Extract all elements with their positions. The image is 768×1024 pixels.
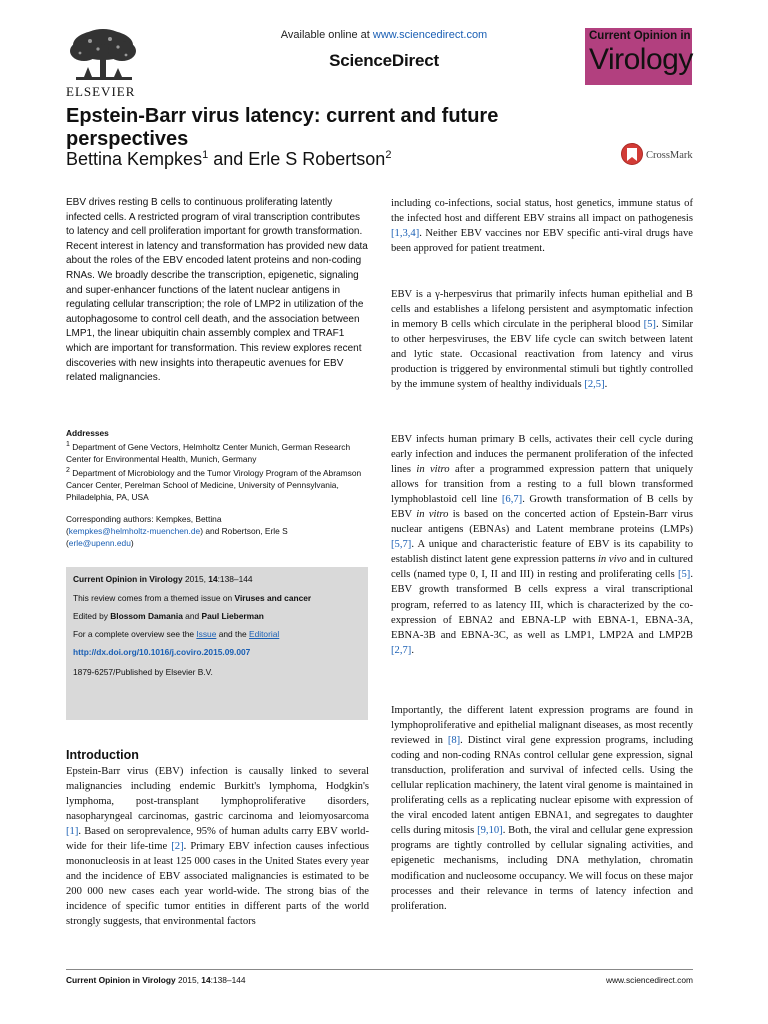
citation-link[interactable]: [9,10]: [477, 825, 503, 837]
addresses: [66, 427, 368, 503]
p3-text-c: . Growth transformation of B cells by EBV: [391, 494, 694, 521]
author-line: [66, 149, 391, 170]
p4-text-c: . Both, the viral and cellular gene expression programs are tightly controlled by cellular signaling activities, and epigenetic mechanisms, including DNA methylation, chromatin modification and nucleosome occupancy. We will focus on these major processes and their relevance in terms of latency infection and proliferation.: [391, 825, 693, 912]
journal-badge: [585, 28, 692, 85]
citation-link[interactable]: [6,7]: [501, 494, 523, 506]
address-1: [66, 439, 368, 465]
p3-text-g: . EBV growth transformed B cells express a viral transcriptional program, referred to as latency III, which is characterized by the co-expression of EBNA2 and EBNA-LP with EBNA-1, EBNA-3A, EBNA-3B and EBNA-3C, as well as LMP1, LMP2A and LMP2B: [391, 569, 693, 641]
editor-and: and: [182, 611, 202, 621]
footer-site: www.sciencedirect.com: [605, 975, 693, 985]
body-paragraph-2: [391, 287, 693, 392]
citation-link[interactable]: [2,5]: [584, 379, 605, 391]
info-volume: 14: [208, 574, 218, 584]
info-year: 2015,: [182, 574, 209, 584]
editor-1: Blossom Damania: [110, 611, 183, 621]
p1-text-a: including co-infections, social status, host genetics, immune status of the infected host and different EBV strains all impact on pathogenesis: [391, 198, 693, 225]
citation-link[interactable]: [1,3,4]: [391, 228, 420, 240]
corresponding-authors: Corresponding authors: Kempkes, Bettina (kempkes@helmholtz-muenchen.de) and Robertson, Erle S (erle@upenn.edu): [66, 514, 288, 548]
elsevier-wordmark: ELSEVIER: [66, 84, 136, 99]
body-paragraph-4: [391, 703, 693, 914]
p3-italic-2: in vitro: [416, 509, 449, 521]
p3-text-d: is based on the concerted action of Epstein-Barr virus nuclear antigens (EBNAs) and Latent membrane proteins (LMPs): [391, 509, 693, 536]
citation-link[interactable]: [1]: [66, 826, 79, 838]
p3-text-e: . A unique and characteristic feature of EBV is its capability to establish distinct latent gene expression patterns: [391, 539, 693, 566]
info-issn: 1879-6257/Published by Elsevier B.V.: [73, 667, 213, 677]
p3-italic-3: in vivo: [597, 554, 627, 566]
info-pages: :138–144: [217, 574, 253, 584]
crossmark-label: CrossMark: [646, 149, 693, 161]
sciencedirect-wordmark: ScienceDirect: [329, 51, 439, 70]
editor-2: Paul Lieberman: [201, 611, 264, 621]
introduction-heading: Introduction: [66, 748, 139, 762]
themed-prefix: This review comes from a themed issue on: [73, 593, 235, 603]
footer-volume: 14: [201, 975, 211, 985]
citation-link[interactable]: [2,7]: [391, 644, 412, 656]
themed-topic: Viruses and cancer: [234, 593, 312, 603]
body-paragraph-3: [391, 432, 693, 658]
abstract: EBV drives resting B cells to continuous proliferating latently infected cells. A restricted program of viral transcription contributes to latency and cell proliferation important for growth transformation. Recent interest in latency and transformation has provided new data about the roles of the EBV encoded latent proteins and non-coding RNAs. We broadly describe the transcription, epigenetic, signaling and super-enhancer functions of the latent nuclear antigens in regulating cellular transcription; the role of LMP2 in utilization of the autophagosome to control cell death, and the association between LMP1, the linear ubiquitin chain assembly complex and TRAF1 which are important for transformation. This review explores recent discoveries with new insights into therapeutic avenues for EBV related malignancies.: [66, 197, 368, 384]
journal-badge-line1: Current Opinion in: [589, 30, 691, 42]
address-2-text: Department of Microbiology and the Tumor Virology Program of the Abramson Cancer Center, Perelman School of Medicine, University of Pennsylvania, Philadelphia, PA, USA: [66, 467, 362, 502]
journal-badge-line2: Virology: [589, 43, 693, 76]
p4-text-b: . Distinct viral gene expression programs, including coding and non-coding RNAs control cellular gene expression, signal transduction, proliferation and survival of infected cells. Using the cellular replication machinery, the latent viral genome is maintained in proliferating cells as a replicating nuclear episome with expression of the viral encoded latent antigen EBNA1, and segregates to daughter cells during mitosis: [391, 735, 693, 837]
info-citation: [73, 574, 363, 584]
available-prefix: Available online at: [280, 29, 373, 41]
author-2: Erle S Robertson: [248, 149, 386, 169]
footer-journal: Current Opinion in Virology: [66, 975, 176, 985]
footer-year: 2015,: [175, 975, 202, 985]
footer-divider: [66, 969, 693, 970]
info-journal: Current Opinion in Virology: [73, 574, 183, 584]
info-overview: [73, 629, 363, 639]
p2-text-b: . Similar to other herpesviruses, the EBV life cycle can switch between latent and lytic state. Occasional reactivation from latency and virus production is triggered by environmental stimuli but tightly controlled by the immune system of healthy individuals: [391, 319, 693, 391]
citation-link[interactable]: [8]: [447, 735, 461, 747]
email-kempkes[interactable]: kempkes@helmholtz-muenchen.de: [68, 526, 201, 536]
editorial-link[interactable]: Editorial: [249, 629, 280, 639]
author-separator: and: [208, 149, 249, 169]
address-1-marker: 1: [66, 441, 70, 448]
article-info-box: [66, 567, 368, 720]
intro-text-1: Epstein-Barr virus (EBV) infection is causally linked to several malignancies including endemic Burkitt's lymphoma, Hodgkin's lymphoma, post-transplant lymphoproliferative disorders, nasopharyngeal carcinomas, gastric carcinoma and leiomyosarcoma: [66, 766, 369, 823]
sciencedirect-link[interactable]: www.sciencedirect.com: [372, 29, 488, 41]
overview-and: and the: [216, 629, 249, 639]
p3-italic-1: in vitro: [416, 464, 450, 476]
info-doi: [73, 647, 363, 657]
citation-link[interactable]: [5,7]: [391, 539, 412, 551]
crossmark-icon: [621, 142, 643, 168]
p2-text-c: .: [604, 379, 608, 391]
crossmark-badge[interactable]: [621, 142, 693, 168]
citation-link[interactable]: [5]: [677, 569, 691, 581]
p2-text-a: EBV is a γ-herpesvirus that primarily infects human epithelial and B cells and establishes a lifelong persistent and asymptomatic infection in memory B cells which circulate in the peripheral blood: [391, 289, 693, 331]
p3-text-b: after a programmed expression pattern that uniquely allows for transition from a resting to a full blown transformed lymphoblastoid cell line: [391, 464, 693, 506]
article-title: Epstein-Barr virus latency: current and future perspectives: [66, 105, 499, 150]
address-2-marker: 2: [66, 466, 70, 474]
intro-text-2: . Based on seroprevalence, 95% of human adults carry EBV world-wide for their life-time: [66, 826, 369, 853]
citation-link[interactable]: [5]: [643, 319, 656, 331]
address-2: [66, 465, 368, 503]
author-1-affiliation: 1: [202, 149, 209, 161]
edited-prefix: Edited by: [73, 611, 111, 621]
introduction-paragraph: [66, 764, 369, 930]
p3-text-f: and in cultured cells (named type 0, I, II and III) in resting and proliferating cells: [391, 554, 693, 581]
body-paragraph-1: [391, 196, 693, 256]
issue-link[interactable]: Issue: [196, 629, 217, 639]
corresponding-mid: and Robertson, Erle S: [203, 526, 288, 536]
doi-link[interactable]: http://dx.doi.org/10.1016/j.coviro.2015.09.007: [73, 647, 251, 657]
address-1-text: Department of Gene Vectors, Helmholtz Center Munich, German Research Center for Environmental Health, Munich, Germany: [66, 441, 351, 464]
footer-pages: :138–144: [210, 975, 246, 985]
author-1: Bettina Kempkes: [66, 149, 203, 169]
citation-link[interactable]: [2]: [171, 841, 184, 853]
author-2-affiliation: 2: [385, 149, 392, 161]
footer-citation: [66, 975, 246, 985]
p3-text-a: EBV infects human primary B cells, activates their cell cycle during early infection and induces the permanent proliferation of the infected lines: [391, 434, 693, 476]
p4-text-a: Importantly, the different latent expression programs are found in lymphoproliferative and epithelial malignant diseases, as most recently reviewed in: [391, 705, 693, 747]
p1-text-b: . Neither EBV vaccines nor EBV specific anti-viral drugs have been approved for patient treatment.: [391, 228, 693, 255]
overview-prefix: For a complete overview see the: [73, 629, 197, 639]
intro-text-3: . Primary EBV infection causes infectious mononucleosis in at least 125 000 cases in the United States every year and the incidence of EBV associated malignancies is estimated to be 200 000 new cases each year world-wide. The strong bias of the incidence of specific tumor entities in different parts of the world strongly suggests, that environmental factors: [66, 841, 369, 928]
addresses-heading: Addresses: [66, 428, 109, 438]
corresponding-prefix: Corresponding authors: Kempkes, Bettina: [66, 514, 222, 524]
email-robertson[interactable]: erle@upenn.edu: [68, 538, 131, 548]
info-editors: [73, 611, 363, 621]
p3-text-h: .: [411, 644, 414, 656]
info-themed-issue: [73, 593, 363, 603]
